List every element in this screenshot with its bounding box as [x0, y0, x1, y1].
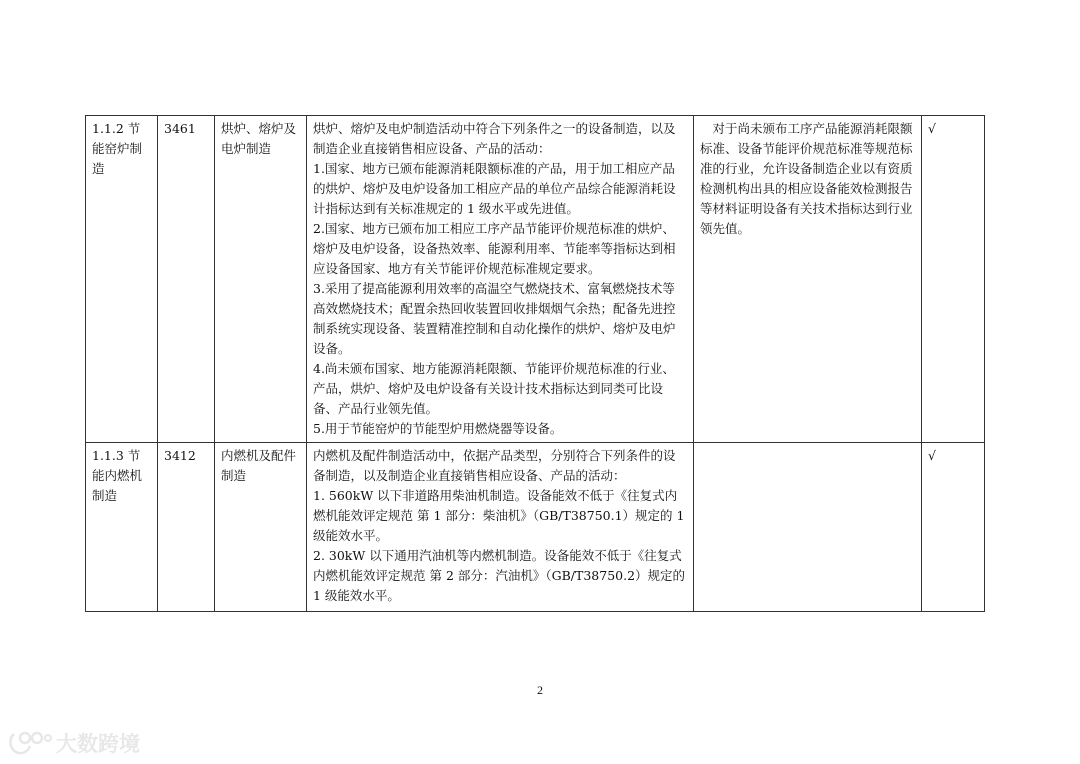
industry-cell: 烘炉、熔炉及电炉制造 — [215, 116, 307, 443]
category-cell: 1.1.3 节能内燃机制造 — [86, 443, 158, 612]
industry-cell: 内燃机及配件制造 — [215, 443, 307, 612]
note-cell — [694, 443, 922, 612]
description-paragraph: 3.采用了提高能源利用效率的高温空气燃烧技术、富氧燃烧技术等高效燃烧技术；配置余热回收装置回收排烟烟气余热；配备先进控制系统实现设备、装置精准控制和自动化操作的烘炉、熔炉及电炉设备。 — [313, 281, 676, 356]
description-paragraph: 5.用于节能窑炉的节能型炉用燃烧器等设备。 — [313, 421, 563, 436]
description-cell — [307, 443, 694, 612]
description-paragraph: 2.国家、地方已颁布加工相应工序产品节能评价规范标准的烘炉、熔炉及电炉设备，设备热效率、能源利用率、节能率等指标达到相应设备国家、地方有关节能评价规范标准规定要求。 — [313, 221, 676, 276]
description-paragraph: 1.国家、地方已颁布能源消耗限额标准的产品，用于加工相应产品的烘炉、熔炉及电炉设备加工相应产品的单位产品综合能源消耗设计指标达到有关标准规定的 1 级水平或先进值。 — [313, 161, 676, 216]
description-cell — [307, 116, 694, 443]
description-paragraph: 2. 30kW 以下通用汽油机等内燃机制造。设备能效不低于《往复式内燃机能效评定规范 第 2 部分：汽油机》（GB/T38750.2）规定的 1 级能效水平。 — [313, 548, 686, 603]
code-cell: 3412 — [158, 443, 215, 612]
category-cell: 1.1.2 节能窑炉制造 — [86, 116, 158, 443]
table-row — [86, 116, 985, 443]
standards-table — [85, 115, 985, 612]
description-paragraph: 1. 560kW 以下非道路用柴油机制造。设备能效不低于《往复式内燃机能效评定规范 第 1 部分：柴油机》（GB/T38750.1）规定的 1 级能效水平。 — [313, 488, 685, 543]
description-paragraph: 4.尚未颁布国家、地方能源消耗限额、节能评价规范标准的行业、产品，烘炉、熔炉及电炉设备有关设计技术指标达到同类可比设备、产品行业领先值。 — [313, 361, 675, 416]
description-paragraph: 内燃机及配件制造活动中，依据产品类型，分别符合下列条件的设备制造，以及制造企业直接销售相应设备、产品的活动： — [313, 448, 676, 483]
watermark-text: 大数跨境 — [56, 732, 140, 756]
check-mark-icon: √ — [922, 116, 985, 443]
logo-icon — [8, 730, 52, 756]
note-cell: 对于尚未颁布工序产品能源消耗限额标准、设备节能评价规范标准等规范标准的行业，允许设备制造企业以有资质检测机构出具的相应设备能效检测报告等材料证明设备有关技术指标达到行业领先值。 — [694, 116, 922, 443]
watermark — [8, 728, 140, 758]
page-number: 2 — [537, 683, 543, 697]
table-row — [86, 443, 985, 612]
check-mark-icon: √ — [922, 443, 985, 612]
code-cell: 3461 — [158, 116, 215, 443]
description-paragraph: 烘炉、熔炉及电炉制造活动中符合下列条件之一的设备制造，以及制造企业直接销售相应设备、产品的活动： — [313, 121, 676, 156]
